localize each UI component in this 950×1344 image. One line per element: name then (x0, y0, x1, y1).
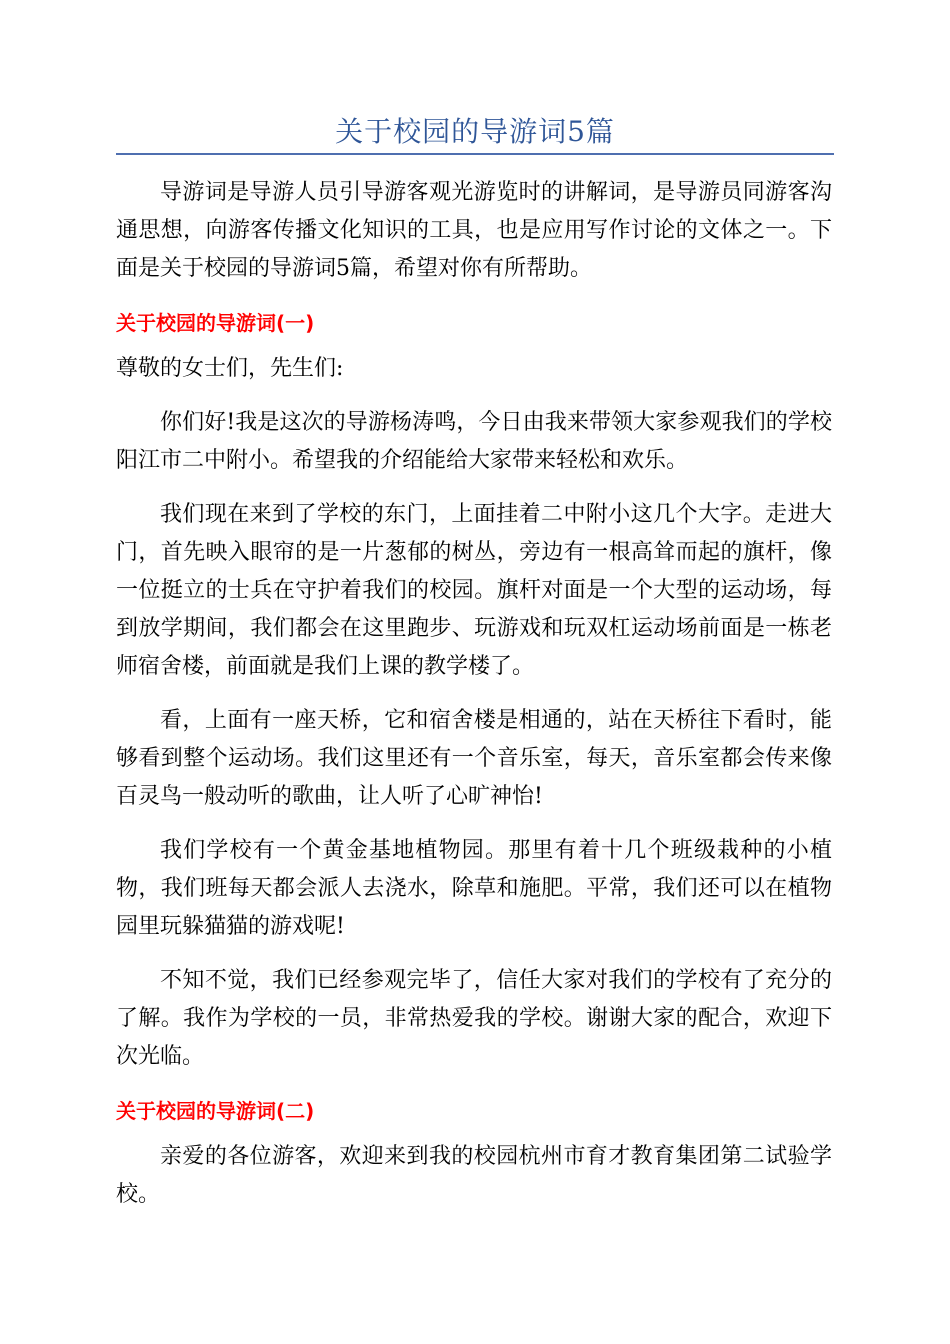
section-heading-1: 关于校园的导游词(一) (116, 311, 315, 335)
document-body (116, 174, 832, 1230)
section-2-paragraph-1: 亲爱的各位游客，欢迎来到我的校园杭州市育才教育集团第二试验学校。 (116, 1144, 832, 1207)
section-1-paragraph-5: 不知不觉，我们已经参观完毕了，信任大家对我们的学校有了充分的了解。我作为学校的一员，非常热爱我的学校。谢谢大家的配合，欢迎下次光临。 (116, 968, 832, 1069)
section-1-greeting: 尊敬的女士们，先生们: (116, 356, 344, 381)
intro-paragraph: 导游词是导游人员引导游客观光游览时的讲解词，是导游员同游客沟通思想，向游客传播文化知识的工具，也是应用写作讨论的文体之一。下面是关于校园的导游词5篇，希望对你有所帮助。 (116, 180, 832, 281)
section-1-paragraph-2: 我们现在来到了学校的东门，上面挂着二中附小这几个大字。走进大门，首先映入眼帘的是一片葱郁的树丛，旁边有一根高耸而起的旗杆，像一位挺立的士兵在守护着我们的校园。旗杆对面是一个大型的运动场，每到放学期间，我们都会在这里跑步、玩游戏和玩双杠运动场前面是一栋老师宿舍楼，前面就是我们上课的教学楼了。 (116, 502, 832, 679)
section-1-paragraph-3: 看，上面有一座天桥，它和宿舍楼是相通的，站在天桥往下看时，能够看到整个运动场。我们这里还有一个音乐室，每天，音乐室都会传来像百灵鸟一般动听的歌曲，让人听了心旷神怡! (116, 708, 832, 809)
section-1-paragraph-1: 你们好!我是这次的导游杨涛鸣，今日由我来带领大家参观我们的学校阳江市二中附小。希望我的介绍能给大家带来轻松和欢乐。 (116, 410, 832, 473)
document-title: 关于校园的导游词5篇 (335, 115, 615, 148)
title-underline (116, 153, 834, 155)
section-heading-2: 关于校园的导游词(二) (116, 1099, 315, 1123)
section-1-paragraph-4: 我们学校有一个黄金基地植物园。那里有着十几个班级栽种的小植物，我们班每天都会派人去浇水，除草和施肥。平常，我们还可以在植物园里玩躲猫猫的游戏呢! (116, 838, 832, 939)
